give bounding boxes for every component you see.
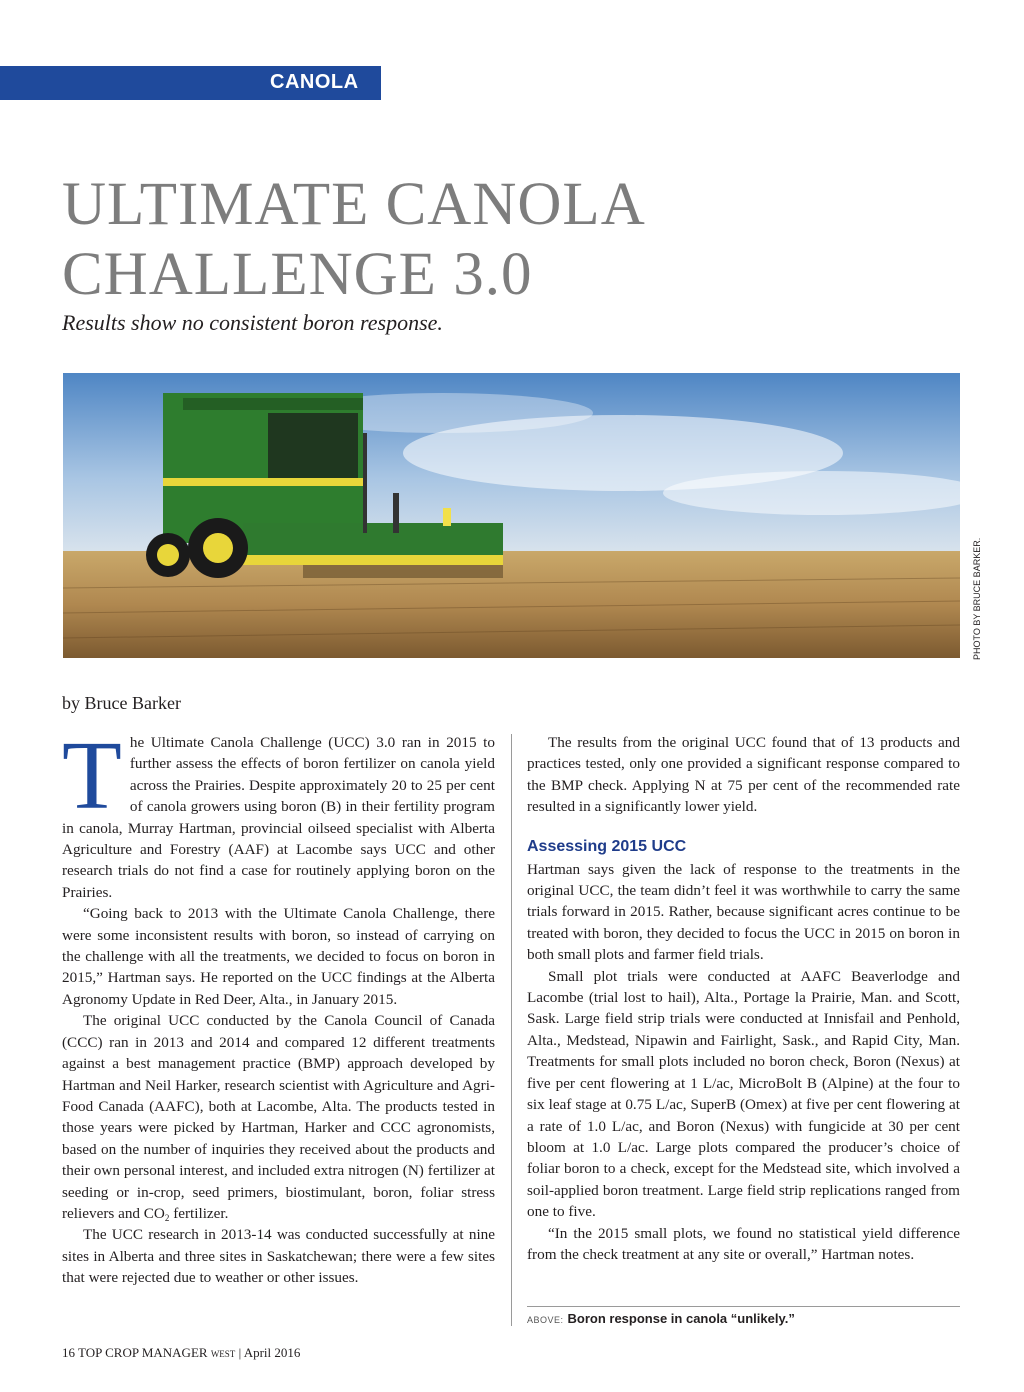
co2-subscript: 2: [164, 1212, 170, 1223]
article-paragraph-5: The results from the original UCC found that of 13 products and practices tested, only one provided a significant response compared to the BMP check. Applying N at 75 per cent of the recommended rate resulted in a significantly lower yield.: [527, 734, 960, 816]
issue-date: April 2016: [243, 1345, 301, 1360]
headline: [62, 170, 646, 310]
article-paragraph-6: Hartman says given the lack of response to the treatments in the original UCC, the team didn’t feel it was worthwhile to carry the same trials forward in 2015. Rather, because significant acres continue to be treated with boron, they decided to focus the UCC in 2015 on boron in both small plots and farmer field trials.: [527, 860, 960, 964]
page-folio: [62, 1345, 300, 1361]
paragraph-3-text: The original UCC conducted by the Canola Council of Canada (CCC) ran in 2013 and 2014 and compared 12 different treatments against a best management practice (BMP) approach developed by Hartman and Neil Harker, research scientist with Agriculture and Agri-Food Canada (AAFC), both at Lacombe, Alta. The products tested in those years were picked by Hartman, Harker and CCC agronomists, based on the number of inquiries they received about the products and their own personal interest, and included extra nitrogen (N) fertilizer at seeding or in-crop, seed primers, biostimulant, boron, foliar stress relievers and CO: [62, 1012, 495, 1222]
page-number: 16: [62, 1345, 75, 1360]
caption-label: ABOVE:: [527, 1315, 564, 1325]
article-paragraph-2: “Going back to 2013 with the Ultimate Canola Challenge, there were some inconsistent results with boron, so instead of carrying on the challenge with all the treatments, we decided to focus on boron in 2015,” Hartman says. He reported on the UCC findings at the Alberta Agronomy Update in Red Deer, Alta., in January 2015.: [62, 905, 495, 1008]
magazine-edition: WEST: [210, 1349, 236, 1359]
column-divider: [511, 734, 512, 1326]
byline: by Bruce Barker: [62, 693, 181, 713]
article-paragraph-4: The UCC research in 2013-14 was conducted successfully at nine sites in Alberta and three sites in Saskatchewan; there were a few sites that were rejected due to weather or other issues.: [62, 1226, 495, 1287]
headline-line-1: ULTIMATE CANOLA: [62, 171, 646, 238]
section-label: CANOLA: [270, 71, 359, 93]
photo-caption: [527, 1311, 795, 1326]
photo-combine-harvester: [63, 373, 960, 658]
paragraph-1-text: he Ultimate Canola Challenge (UCC) 3.0 ran in 2015 to further assess the effects of boron fertilizer on canola yield across the Prairies. Despite approximately 20 to 25 per cent of canola growers using boron (B) in their fertility program in canola, Murray Hartman, provincial oilseed specialist with Alberta Agriculture and Forestry (AAF) at Lacombe says UCC and other research trials do not find a case for routinely applying boron on the Prairies.: [62, 734, 495, 901]
drop-cap: T: [62, 722, 122, 830]
subhead: Assessing 2015 UCC: [527, 837, 687, 855]
article-column-right: [527, 732, 960, 1265]
article-paragraph-1: [62, 722, 495, 903]
paragraph-3-text-end: fertilizer.: [169, 1204, 229, 1222]
article-paragraph-3: [62, 1010, 495, 1224]
article-column-left: [62, 722, 495, 1289]
photo-credit: PHOTO BY BRUCE BARKER.: [972, 537, 982, 660]
article-paragraph-7: Small plot trials were conducted at AAFC Beaverlodge and Lacombe (trial lost to hail), Alta., Portage la Prairie, Man. and Scott, Sask. Large field strip trials were conducted at Innisfail and Penhold, Alta., Medstead, Nipawin and Fairlight, Sask., and Rapid City, Man. Treatments for small plots included no boron check, Boron (Nexus) at five per cent flowering at 1 L/ac, MicroBolt B (Alpine) at the four to six leaf stage at 0.75 L/ac, SuperB (Omex) at five per cent flowering at a rate of 1.0 L/ac, and Boron (Nexus) with fungicide at 30 per cent bloom at 1.0 L/ac. Large plots compared the producer’s choice of foliar boron to a check, except for the Medstead site, which involved a soil-applied boron treatment. Large field strip replications ranged from one to five.: [527, 967, 960, 1221]
magazine-name: TOP CROP MANAGER: [78, 1345, 208, 1360]
article-paragraph-8: “In the 2015 small plots, we found no statistical yield difference from the check treatment at any site or overall,” Hartman notes.: [527, 1224, 960, 1263]
caption-text: Boron response in canola “unlikely.”: [567, 1311, 795, 1326]
headline-line-2: CHALLENGE 3.0: [62, 241, 533, 308]
deck: Results show no consistent boron response.: [62, 310, 443, 335]
folio-separator: |: [238, 1345, 242, 1360]
caption-rule: [527, 1306, 960, 1307]
